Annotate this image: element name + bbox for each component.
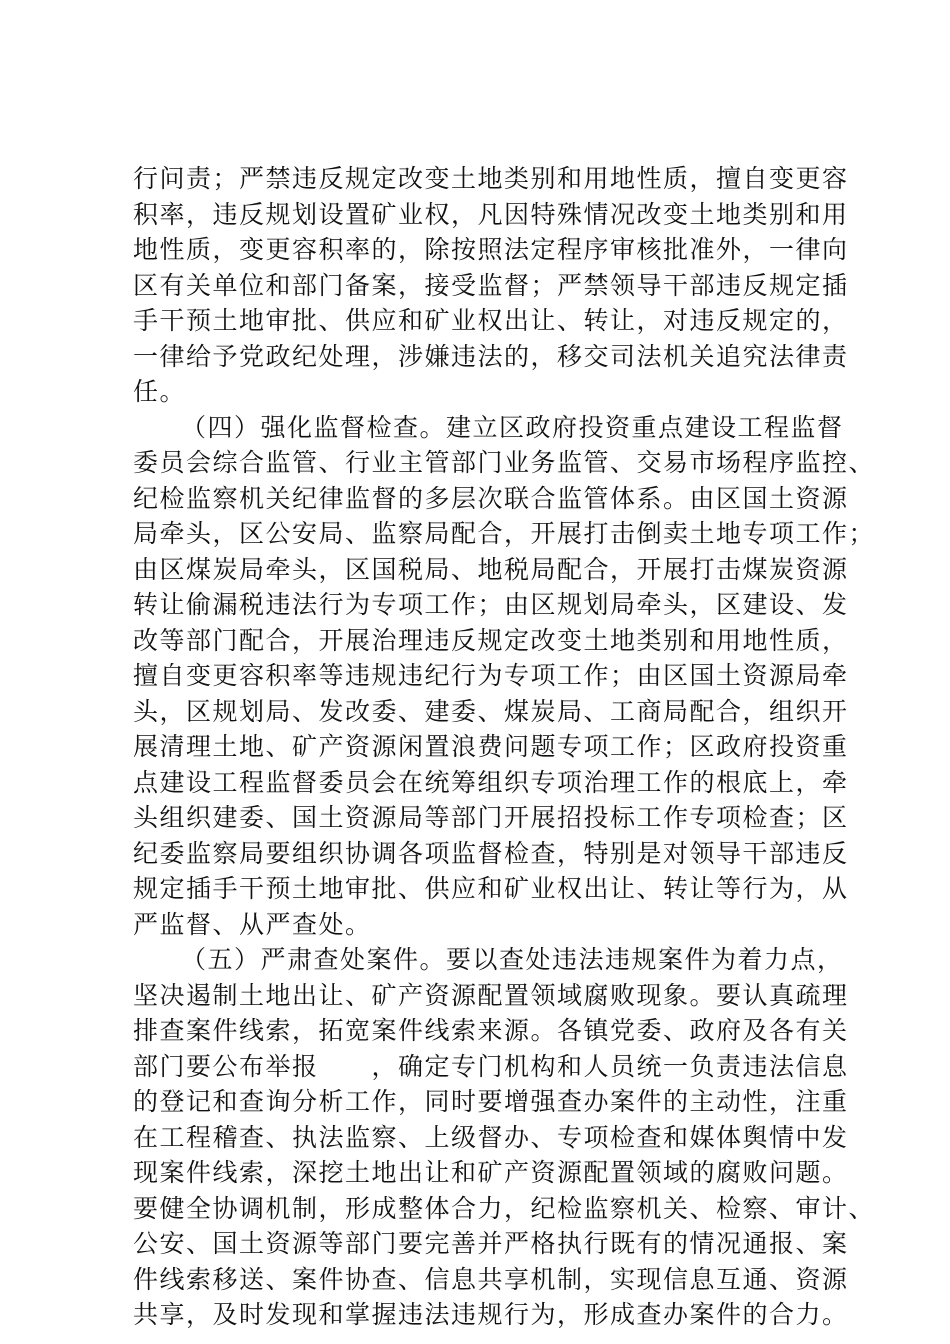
text-line: 严监督、从严查处。 — [133, 909, 372, 939]
section-heading-line: （五）严肃查处案件。要以查处违法违规案件为着力点， — [181, 945, 844, 974]
text-line: 委员会综合监管、行业主管部门业务监管、交易市场程序监控、 — [133, 448, 876, 477]
text-line: 擅自变更容积率等违规违纪行为专项工作；由区国土资源局牵 — [133, 661, 849, 690]
text-line: 积率，违反规划设置矿业权，凡因特殊情况改变土地类别和用 — [133, 199, 849, 229]
text-line: 坚决遏制土地出让、矿产资源配置领域腐败现象。要认真疏理 — [133, 980, 849, 1010]
text-line: 转让偷漏税违法行为专项工作；由区规划局牵头，区建设、发 — [133, 590, 849, 619]
text-line: 手干预土地审批、供应和矿业权出让、转让，对违反规定的， — [133, 306, 849, 335]
text-line: 任。 — [133, 377, 187, 406]
text-line: 改等部门配合，开展治理违反规定改变土地类别和用地性质， — [133, 625, 849, 655]
text-line: 共享，及时发现和掌握违法违规行为，形成查办案件的合力。 — [133, 1300, 849, 1329]
text-line: 规定插手干预土地审批、供应和矿业权出让、转让等行为，从 — [133, 874, 849, 903]
document-body-text — [133, 161, 876, 1333]
text-line: 点建设工程监督委员会在统筹组织专项治理工作的根底上，牵 — [133, 767, 849, 797]
text-line: 公安、国土资源等部门要完善并严格执行既有的情况通报、案 — [133, 1229, 849, 1258]
text-line: 纪委监察局要组织协调各项监督检查，特别是对领导干部违反 — [133, 838, 849, 868]
text-line: 头，区规划局、发改委、建委、煤炭局、工商局配合，组织开 — [133, 696, 849, 726]
text-line: 部门要公布举报 ，确定专门机构和人员统一负责违法信息 — [133, 1051, 849, 1081]
text-line: 展清理土地、矿产资源闲置浪费问题专项工作；区政府投资重 — [133, 732, 849, 761]
text-line: 的登记和查询分析工作，同时要增强查办案件的主动性，注重 — [133, 1087, 849, 1116]
section-heading-line: （四）强化监督检查。建立区政府投资重点建设工程监督 — [181, 412, 844, 442]
text-line: 一律给予党政纪处理，涉嫌违法的，移交司法机关追究法律责 — [133, 341, 849, 371]
text-line: 地性质，变更容积率的，除按照法定程序审核批准外，一律向 — [133, 235, 849, 264]
text-line: 局牵头，区公安局、监察局配合，开展打击倒卖土地专项工作； — [133, 519, 876, 548]
text-line: 要健全协调机制，形成整体合力，纪检监察机关、检察、审计、 — [133, 1193, 876, 1223]
text-line: 头组织建委、国土资源局等部门开展招投标工作专项检查；区 — [133, 803, 849, 832]
text-line: 由区煤炭局牵头，区国税局、地税局配合，开展打击煤炭资源 — [133, 554, 849, 584]
text-line: 在工程稽查、执法监察、上级督办、专项检查和媒体舆情中发 — [133, 1122, 849, 1152]
text-line: 纪检监察机关纪律监督的多层次联合监管体系。由区国土资源 — [133, 483, 849, 513]
text-line: 排查案件线索，拓宽案件线索来源。各镇党委、政府及各有关 — [133, 1016, 849, 1045]
text-line: 现案件线索，深挖土地出让和矿产资源配置领域的腐败问题。 — [133, 1158, 849, 1187]
text-line: 件线索移送、案件协查、信息共享机制，实现信息互通、资源 — [133, 1264, 849, 1294]
text-line: 区有关单位和部门备案，接受监督；严禁领导干部违反规定插 — [133, 270, 849, 300]
text-line: 行问责；严禁违反规定改变土地类别和用地性质，擅自变更容 — [133, 164, 849, 193]
